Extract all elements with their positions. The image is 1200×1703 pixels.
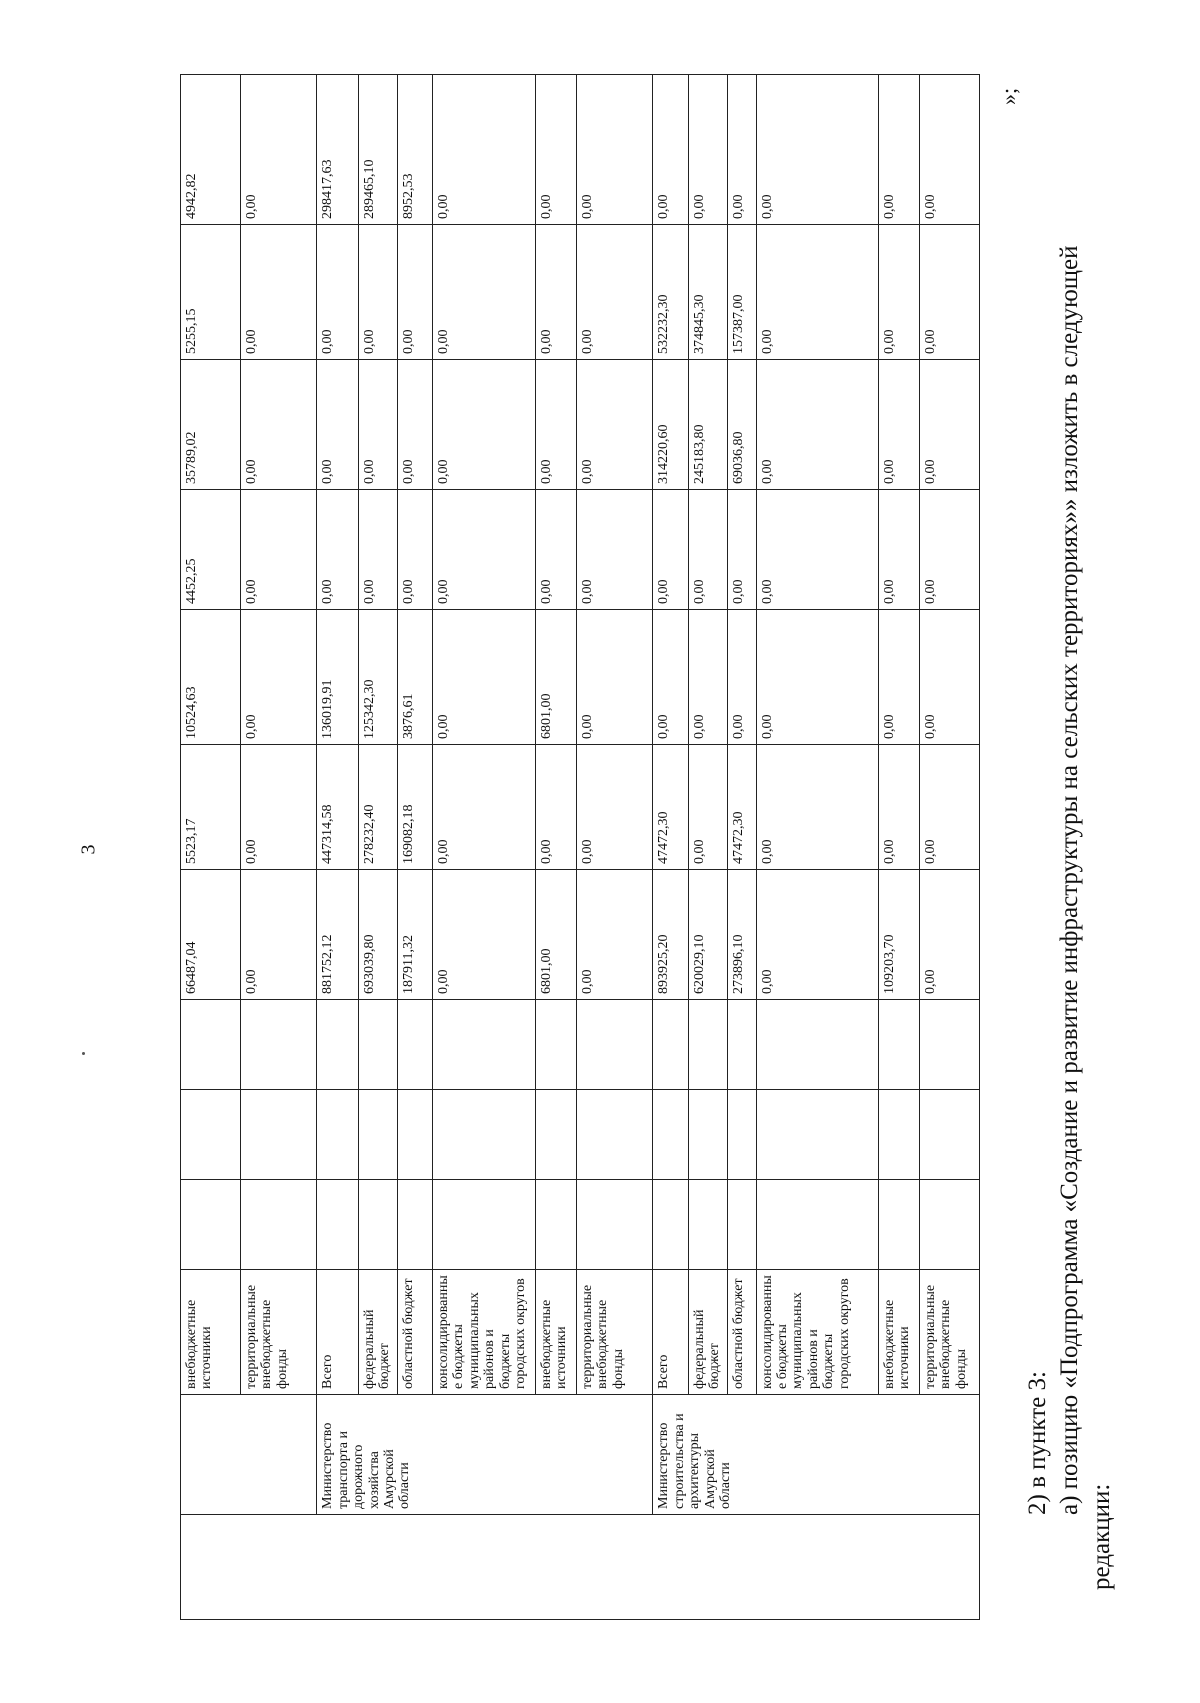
value-cell: 47472,30 <box>727 745 756 870</box>
value-cell: 5523,17 <box>181 745 241 870</box>
value-cell: 187911,32 <box>397 870 432 1000</box>
value-cell: 6801,00 <box>535 610 576 745</box>
value-cell: 0,00 <box>240 490 316 610</box>
value-cell: 0,00 <box>688 745 727 870</box>
org-cell <box>181 1395 317 1515</box>
value-cell: 0,00 <box>397 225 432 360</box>
value-cell: 0,00 <box>653 490 688 610</box>
blank-cell <box>317 1000 358 1090</box>
value-cell: 289465,10 <box>358 75 397 225</box>
value-cell: 0,00 <box>535 360 576 490</box>
value-cell: 0,00 <box>919 745 979 870</box>
value-cell: 0,00 <box>432 490 535 610</box>
value-cell: 693039,80 <box>358 870 397 1000</box>
value-cell: 0,00 <box>919 610 979 745</box>
value-cell: 273896,10 <box>727 870 756 1000</box>
value-cell: 169082,18 <box>397 745 432 870</box>
footer-line-1: 2) в пункте 3: <box>1024 1371 1051 1515</box>
source-cell: Всего <box>317 1270 358 1395</box>
blank-cell <box>317 1180 358 1270</box>
value-cell: 0,00 <box>688 610 727 745</box>
source-cell: областной бюджет <box>397 1270 432 1395</box>
value-cell: 125342,30 <box>358 610 397 745</box>
value-cell: 0,00 <box>688 490 727 610</box>
value-cell: 278232,40 <box>358 745 397 870</box>
value-cell: 10524,63 <box>181 610 241 745</box>
value-cell: 374845,30 <box>688 225 727 360</box>
blank-cell <box>756 1090 878 1180</box>
blank-cell <box>577 1000 653 1090</box>
blank-cell <box>878 1000 919 1090</box>
blank-cell <box>432 1180 535 1270</box>
blank-cell <box>919 1090 979 1180</box>
value-cell: 0,00 <box>535 745 576 870</box>
blank-cell <box>919 1000 979 1090</box>
source-cell: территориальные внебюджетные фонды <box>577 1270 653 1395</box>
blank-cell <box>181 1180 241 1270</box>
org-cell: Министерство транспорта и дорожного хозяйства Амурской области <box>317 1395 653 1515</box>
table-row <box>317 75 358 1620</box>
value-cell: 0,00 <box>240 75 316 225</box>
blank-cell <box>878 1180 919 1270</box>
value-cell: 0,00 <box>432 225 535 360</box>
table-row <box>688 75 727 1620</box>
value-cell: 0,00 <box>653 75 688 225</box>
footer-line-3: редакции: <box>1088 1483 1115 1590</box>
value-cell: 0,00 <box>919 360 979 490</box>
value-cell: 66487,04 <box>181 870 241 1000</box>
value-cell: 0,00 <box>878 490 919 610</box>
source-cell: территориальные внебюджетные фонды <box>240 1270 316 1395</box>
value-cell: 0,00 <box>577 75 653 225</box>
blank-cell <box>756 1000 878 1090</box>
blank-cell <box>358 1090 397 1180</box>
blank-cell <box>577 1090 653 1180</box>
blank-cell <box>653 1000 688 1090</box>
blank-cell <box>432 1090 535 1180</box>
value-cell: 109203,70 <box>878 870 919 1000</box>
blank-cell <box>535 1000 576 1090</box>
value-cell: 0,00 <box>535 225 576 360</box>
table-row <box>535 75 576 1620</box>
value-cell: 0,00 <box>358 490 397 610</box>
value-cell: 4452,25 <box>181 490 241 610</box>
source-cell: федеральный бюджет <box>688 1270 727 1395</box>
value-cell: 0,00 <box>727 490 756 610</box>
value-cell: 69036,80 <box>727 360 756 490</box>
blank-cell <box>688 1090 727 1180</box>
value-cell: 0,00 <box>535 490 576 610</box>
value-cell: 314220,60 <box>653 360 688 490</box>
value-cell: 0,00 <box>756 745 878 870</box>
value-cell: 47472,30 <box>653 745 688 870</box>
table-row <box>397 75 432 1620</box>
value-cell: 0,00 <box>317 360 358 490</box>
value-cell: 0,00 <box>240 360 316 490</box>
blank-cell <box>397 1090 432 1180</box>
value-cell: 0,00 <box>577 745 653 870</box>
source-cell: федеральный бюджет <box>358 1270 397 1395</box>
blank-cell <box>432 1000 535 1090</box>
value-cell: 3876,61 <box>397 610 432 745</box>
blank-cell <box>688 1000 727 1090</box>
table-row <box>240 75 316 1620</box>
value-cell: 0,00 <box>577 610 653 745</box>
value-cell: 0,00 <box>240 870 316 1000</box>
value-cell: 4942,82 <box>181 75 241 225</box>
value-cell: 0,00 <box>317 225 358 360</box>
blank-cell <box>397 1000 432 1090</box>
value-cell: 0,00 <box>756 610 878 745</box>
blank-cell <box>181 1000 241 1090</box>
blank-cell <box>358 1180 397 1270</box>
footer-text <box>1022 90 1118 1590</box>
value-cell: 0,00 <box>577 870 653 1000</box>
value-cell: 0,00 <box>756 490 878 610</box>
value-cell: 157387,00 <box>727 225 756 360</box>
source-cell: Всего <box>653 1270 688 1395</box>
value-cell: 136019,91 <box>317 610 358 745</box>
value-cell: 0,00 <box>919 75 979 225</box>
value-cell: 0,00 <box>727 610 756 745</box>
value-cell: 0,00 <box>358 225 397 360</box>
blank-cell <box>688 1180 727 1270</box>
source-cell: консолидированные бюджеты муниципальных районов и бюджеты городских округов <box>432 1270 535 1395</box>
value-cell: 532232,30 <box>653 225 688 360</box>
table-body <box>181 75 980 1620</box>
table-row <box>577 75 653 1620</box>
value-cell: 620029,10 <box>688 870 727 1000</box>
value-cell: 0,00 <box>577 225 653 360</box>
blank-cell <box>653 1180 688 1270</box>
value-cell: 245183,80 <box>688 360 727 490</box>
value-cell: 0,00 <box>358 360 397 490</box>
blank-cell <box>181 1515 980 1620</box>
blank-cell <box>878 1090 919 1180</box>
value-cell: 0,00 <box>577 360 653 490</box>
value-cell: 0,00 <box>727 75 756 225</box>
value-cell: 893925,20 <box>653 870 688 1000</box>
value-cell: 0,00 <box>240 610 316 745</box>
source-cell: внебюджетные источники <box>535 1270 576 1395</box>
value-cell: 0,00 <box>535 75 576 225</box>
value-cell: 0,00 <box>432 745 535 870</box>
blank-cell <box>919 1180 979 1270</box>
table-row <box>653 75 688 1620</box>
value-cell: 0,00 <box>432 360 535 490</box>
blank-cell <box>397 1180 432 1270</box>
value-cell: 8952,53 <box>397 75 432 225</box>
value-cell: 0,00 <box>878 360 919 490</box>
value-cell: 0,00 <box>756 870 878 1000</box>
blank-cell <box>240 1000 316 1090</box>
source-cell: консолидированные бюджеты муниципальных районов и бюджеты городских округов <box>756 1270 878 1395</box>
landscape-content <box>180 75 1115 1620</box>
blank-cell <box>240 1090 316 1180</box>
value-cell: 0,00 <box>432 610 535 745</box>
blank-cell <box>727 1090 756 1180</box>
value-cell: 0,00 <box>317 490 358 610</box>
blank-cell <box>653 1090 688 1180</box>
value-cell: 0,00 <box>756 360 878 490</box>
value-cell: 0,00 <box>878 610 919 745</box>
blank-cell <box>535 1180 576 1270</box>
table-row <box>181 75 241 1620</box>
value-cell: 0,00 <box>653 610 688 745</box>
source-cell: внебюджетные источники <box>181 1270 241 1395</box>
value-cell: 0,00 <box>432 870 535 1000</box>
table-row <box>919 75 979 1620</box>
value-cell: 35789,02 <box>181 360 241 490</box>
table-row <box>756 75 878 1620</box>
value-cell: 0,00 <box>397 490 432 610</box>
value-cell: 0,00 <box>878 745 919 870</box>
value-cell: 0,00 <box>240 225 316 360</box>
table-row <box>878 75 919 1620</box>
table-row <box>358 75 397 1620</box>
blank-cell <box>577 1180 653 1270</box>
value-cell: 0,00 <box>919 870 979 1000</box>
value-cell: 0,00 <box>878 225 919 360</box>
blank-cell <box>240 1180 316 1270</box>
source-cell: территориальные внебюджетные фонды <box>919 1270 979 1395</box>
value-cell: 0,00 <box>878 75 919 225</box>
closing-mark: »; <box>996 87 1021 105</box>
table-row <box>432 75 535 1620</box>
footer-line-2: а) позицию «Подпрограмма «Создание и развитие инфраструктуры на сельских территориях»» изложить в следующей <box>1056 245 1083 1515</box>
source-cell: внебюджетные источники <box>878 1270 919 1395</box>
value-cell: 881752,12 <box>317 870 358 1000</box>
blank-cell <box>727 1000 756 1090</box>
value-cell: 0,00 <box>756 75 878 225</box>
blank-cell <box>535 1090 576 1180</box>
value-cell: 0,00 <box>688 75 727 225</box>
value-cell: 5255,15 <box>181 225 241 360</box>
blank-cell <box>317 1090 358 1180</box>
org-cell: Министерство строительства и архитектуры Амурской области <box>653 1395 980 1515</box>
scan-artifact <box>82 1052 85 1055</box>
value-cell: 0,00 <box>919 225 979 360</box>
value-cell: 0,00 <box>756 225 878 360</box>
table-row <box>727 75 756 1620</box>
value-cell: 0,00 <box>240 745 316 870</box>
blank-cell <box>727 1180 756 1270</box>
blank-cell <box>358 1000 397 1090</box>
value-cell: 0,00 <box>919 490 979 610</box>
value-cell: 0,00 <box>577 490 653 610</box>
blank-cell <box>181 1090 241 1180</box>
value-cell: 298417,63 <box>317 75 358 225</box>
page-number: 3 <box>77 844 100 855</box>
value-cell: 0,00 <box>432 75 535 225</box>
value-cell: 6801,00 <box>535 870 576 1000</box>
budget-table <box>180 74 980 1620</box>
blank-cell <box>756 1180 878 1270</box>
source-cell: областной бюджет <box>727 1270 756 1395</box>
value-cell: 0,00 <box>397 360 432 490</box>
value-cell: 447314,58 <box>317 745 358 870</box>
